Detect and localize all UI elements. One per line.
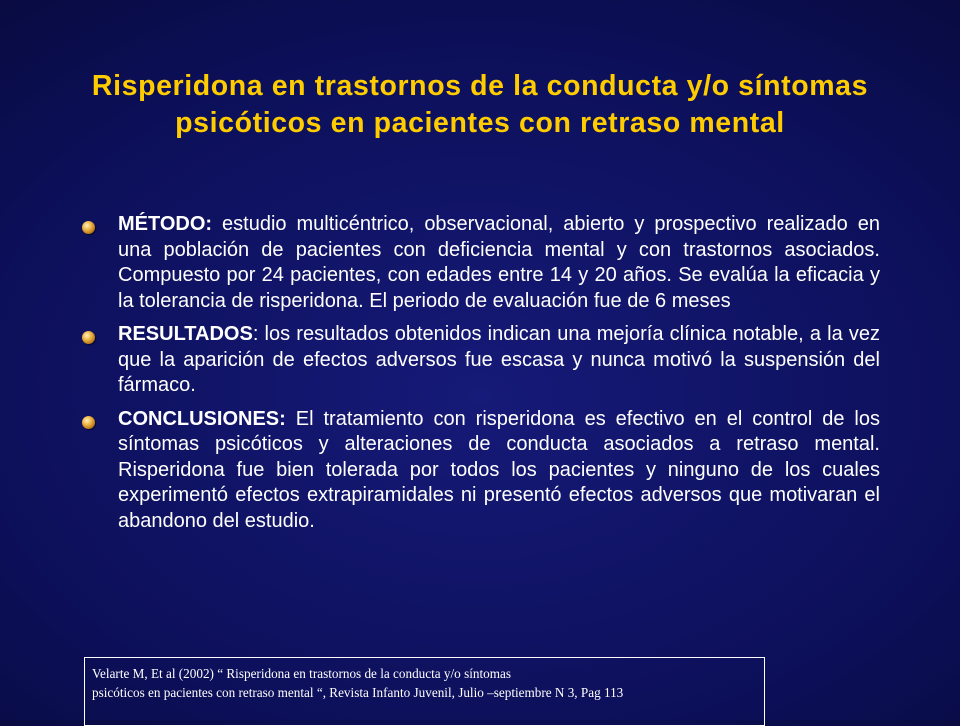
bullet-text: El tratamiento con risperidona es efectivo en el control de los síntomas psicóticos y alteraciones de conducta asociados a retraso mental. Risperidona fue bien tolerada por todos los pacientes y ninguno de los cuales experimentó efectos extrapiramidales ni presentó efectos adversos que motivaran el abandono del estudio. <box>118 407 880 532</box>
bullet-text: : los resultados obtenidos indican una mejoría clínica notable, a la vez que la aparición de efectos adversos fue escasa y nunca motivó la suspensión del fármaco. <box>118 323 880 396</box>
bullet-text: estudio multicéntrico, observacional, abierto y prospectivo realizado en una población de pacientes con deficiencia mental y con trastornos asociados. Compuesto por 24 pacientes, con edades entre 14 y 20 años. Se evalúa la eficacia y la tolerancia de risperidona. El periodo de evaluación fue de 6 meses <box>118 213 880 312</box>
bullet-label: MÉTODO: <box>118 213 213 235</box>
bullet-label: RESULTADOS <box>118 323 253 345</box>
bullet-resultados <box>118 322 880 399</box>
bullet-list <box>118 212 880 542</box>
citation-line-2: psicóticos en pacientes con retraso mental “, Revista Infanto Juvenil, Julio –septiembre N 3, Pag 113 <box>92 685 624 700</box>
citation-box <box>84 657 765 726</box>
bullet-icon <box>82 221 95 234</box>
citation-line-1: Velarte M, Et al (2002) “ Risperidona en trastornos de la conducta y/o síntomas <box>92 666 511 681</box>
bullet-label: CONCLUSIONES: <box>118 407 286 430</box>
bullet-metodo <box>118 212 880 314</box>
bullet-icon <box>82 331 95 344</box>
bullet-icon <box>82 416 95 429</box>
slide-title: Risperidona en trastornos de la conducta y/o síntomas psicóticos en pacientes con retraso mental <box>91 70 869 139</box>
bullet-conclusiones <box>118 407 880 535</box>
